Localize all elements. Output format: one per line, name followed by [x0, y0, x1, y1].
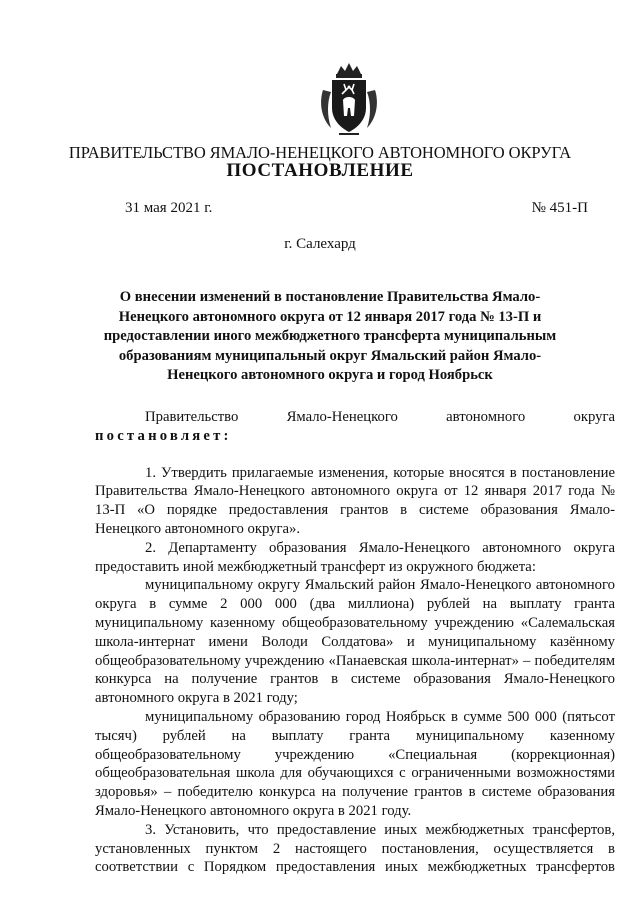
intro-word: округа: [573, 409, 615, 425]
document-city: г. Салехард: [284, 236, 356, 252]
paragraph-1: 1. Утвердить прилагаемые изменения, которые вносятся в постановление Правительства Ямало-Ненецкого автономного округа от 12 января 2017 года № 13-П «О порядке предоставления грантов в системе образования Ямало-Ненецкого автономного округа».: [95, 464, 615, 537]
document-type: ПОСТАНОВЛЕНИЕ: [226, 160, 414, 181]
organization-name: ПРАВИТЕЛЬСТВО ЯМАЛО-НЕНЕЦКОГО АВТОНОМНОГО ОКРУГА: [68, 143, 572, 162]
document-date: 31 мая 2021 г.: [125, 200, 213, 216]
document-body: [95, 408, 615, 877]
paragraph-2-item-noyabrsk: муниципальному образованию город Ноябрьск в сумме 500 000 (пятьсот тысяч) рублей на выплату гранта муниципальному казенному общеобразовательному учреждению «Специальная (коррекционная) общеобразовательная школа для обучающихся с ограниченными возможностями здоровья» – победителю конкурса на получение грантов в системе образования Ямало-Ненецкого автономного округа в 2021 году.: [95, 708, 615, 819]
paragraph-3: 3. Установить, что предоставление иных межбюджетных трансфертов, установленных пунктом 2 настоящего постановления, осуществляется в соответствии с Порядком предоставления иных межбюджетных трансфертов: [95, 821, 615, 876]
paragraph-2: 2. Департаменту образования Ямало-Ненецкого автономного округа предоставить иной межбюджетный трансферт из окружного бюджета:: [95, 539, 615, 575]
document-title: О внесении изменений в постановление Правительства Ямало-Ненецкого автономного округа от 12 января 2017 года № 13-П и предоставлении иного межбюджетного трансферта муниципальным образованиям муниципальный округ Ямальский район Ямало-Ненецкого автономного округа и город Ноябрьск: [103, 289, 557, 384]
intro-line: [95, 408, 615, 427]
paragraph-2-item-yamal: муниципальному округу Ямальский район Ямало-Ненецкого автономного округа в сумме 2 000 000 (два миллиона) рублей на выплату гранта муниципальному казенному общеобразовательному учреждению «Салемальская школа-интернат имени Володи Солдатова» и муниципальному казённому общеобразовательному учреждению «Панаевская школа-интернат» – победителям конкурса на получение грантов в системе образования Ямало-Ненецкого автономного округа в 2021 году;: [95, 577, 615, 707]
coat-of-arms-emblem: [317, 60, 381, 138]
intro-word: автономного: [446, 409, 526, 425]
resolves-word: постановляет:: [95, 427, 232, 444]
intro-word: Ямало-Ненецкого: [286, 409, 398, 425]
intro-word: Правительство: [145, 409, 239, 425]
document-number: № 451-П: [531, 200, 588, 216]
